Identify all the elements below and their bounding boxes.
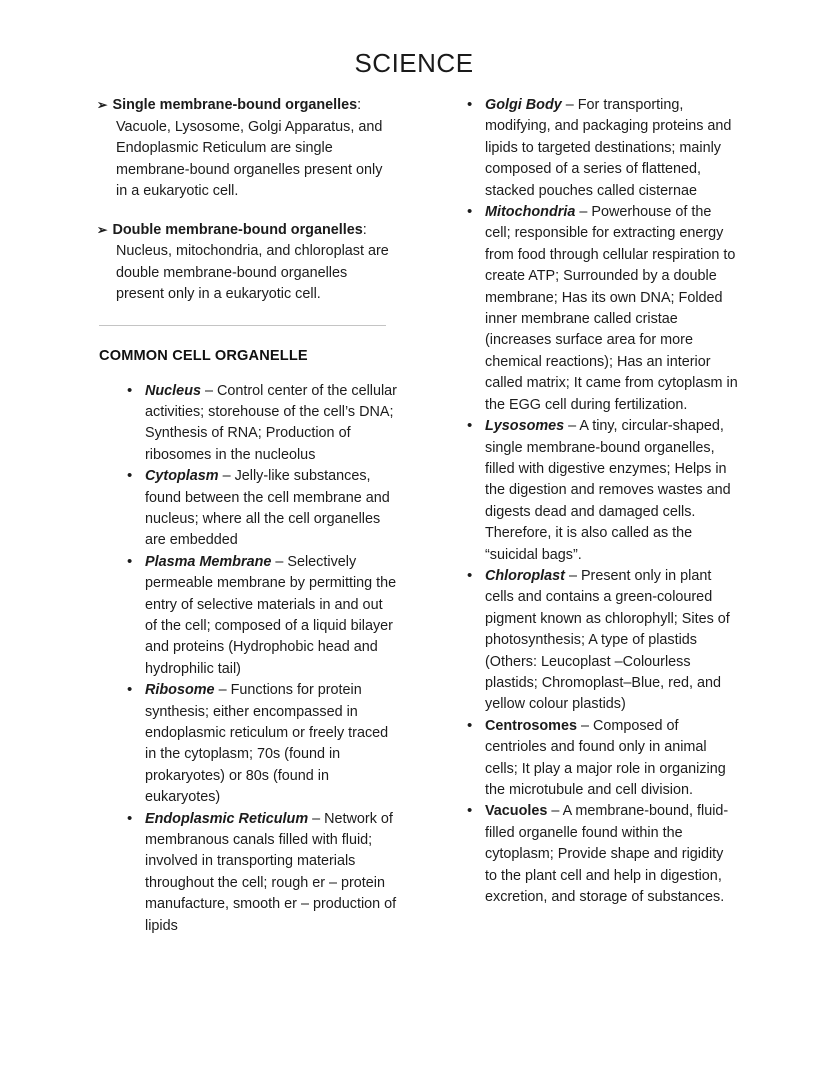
- list-item: [467, 416, 739, 566]
- organelle-description: – Jelly-like substances, found between the cell membrane and nucleus; where all the cell organelles are embedded: [145, 468, 390, 549]
- right-column: [467, 95, 739, 908]
- arrow-bullet-icon: ➢: [97, 98, 108, 112]
- left-column: [97, 95, 397, 937]
- organelle-term: Centrosomes: [485, 717, 577, 734]
- two-column-body: [0, 95, 828, 937]
- organelle-term: Chloroplast: [485, 567, 565, 584]
- intro-term: Double membrane-bound organelles: [112, 221, 363, 238]
- organelle-description: – Control center of the cellular activities; storehouse of the cell’s DNA; Synthesis of RNA; Production of ribosomes in the nucleolus: [145, 382, 397, 463]
- organelle-term: Mitochondria: [485, 204, 576, 221]
- organelle-description: – Composed of centrioles and found only in animal cells; It play a major role in organizing the microtubule and cell division.: [485, 717, 726, 798]
- list-item: [97, 466, 397, 552]
- organelle-term: Ribosome: [145, 682, 215, 699]
- organelle-description: – Selectively permeable membrane by permitting the entry of selective materials in and out of the cell; composed of a liquid bilayer and proteins (Hydrophobic head and hydrophilic tail): [145, 553, 397, 677]
- section-heading: COMMON CELL ORGANELLE: [99, 347, 308, 364]
- organelle-description: – Powerhouse of the cell; responsible for extracting energy from food through cellular respiration to create ATP; Surrounded by a double membrane; Has its own DNA; Folded inner membrane called cristae (increases surface area for more chemical reactions); Has an interior called matrix; It came from cytoplasm in the EGG cell during fertilization.: [485, 204, 738, 413]
- arrow-bullet-icon: ➢: [97, 222, 108, 237]
- intro-block: [97, 220, 397, 306]
- list-item: [97, 809, 397, 937]
- organelle-term: Endoplasmic Reticulum: [145, 810, 309, 827]
- list-item: [97, 381, 397, 467]
- organelle-term: Vacuoles: [485, 803, 548, 820]
- page-title: SCIENCE: [354, 48, 474, 78]
- organelle-term: Golgi Body: [485, 97, 562, 113]
- right-organelle-list: [467, 95, 739, 908]
- organelle-description: – A tiny, circular-shaped, single membrane-bound organelles, filled with digestive enzymes; Helps in the digestion and removes wastes and digests dead and damaged cells. Therefore, it is also called as the “suicidal bags”.: [485, 418, 731, 563]
- list-item: [467, 716, 739, 802]
- organelle-description: – Present only in plant cells and contains a green-coloured pigment known as chlorophyll; Sites of photosynthesis; A type of plastids (Others: Leucoplast –Colourless plastids; Chromoplast–Blue, red, and yellow colour plastids): [485, 567, 730, 713]
- intro-term: Single membrane-bound organelles: [112, 97, 358, 113]
- organelle-term: Nucleus: [145, 382, 201, 399]
- intro-term-separator: :: [357, 97, 362, 113]
- intro-blocks-container: [97, 95, 397, 306]
- list-item: [467, 95, 739, 202]
- intro-body-text: Nucleus, mitochondria, and chloroplast are double membrane-bound organelles present only in a eukaryotic cell.: [116, 243, 389, 302]
- left-organelle-list: [97, 381, 397, 938]
- intro-term-separator: :: [362, 221, 367, 238]
- intro-paragraph: [97, 220, 397, 306]
- organelle-description: – Functions for protein synthesis; either encompassed in endoplasmic reticulum or freely traced in the cytoplasm; 70s (found in prokaryotes) or 80s (found in eukaryotes): [145, 682, 389, 806]
- intro-body-text: Vacuole, Lysosome, Golgi Apparatus, and Endoplasmic Reticulum are single membrane-bound organelles present only in a eukaryotic cell.: [116, 118, 383, 199]
- list-item: [467, 801, 739, 908]
- organelle-description: – A membrane-bound, fluid-filled organelle found within the cytoplasm; Provide shape and rigidity to the plant cell and help in digestion, excretion, and storage of substances.: [485, 803, 729, 906]
- list-item: [97, 552, 397, 680]
- organelle-term: Plasma Membrane: [145, 553, 272, 570]
- intro-paragraph: [97, 95, 397, 203]
- organelle-description: – Network of membranous canals filled with fluid; involved in transporting materials throughout the cell; rough er – protein manufacture, smooth er – production of lipids: [145, 810, 397, 934]
- organelle-term: Lysosomes: [485, 418, 565, 435]
- organelle-term: Cytoplasm: [145, 468, 219, 485]
- list-item: [97, 680, 397, 808]
- list-item: [467, 566, 739, 716]
- organelle-description: – For transporting, modifying, and packaging proteins and lipids to targeted destinations; mainly composed of a series of flattened, stacked pouches called cisternae: [485, 97, 732, 199]
- intro-block: [97, 95, 397, 203]
- list-item: [467, 202, 739, 416]
- section-divider: [99, 325, 386, 326]
